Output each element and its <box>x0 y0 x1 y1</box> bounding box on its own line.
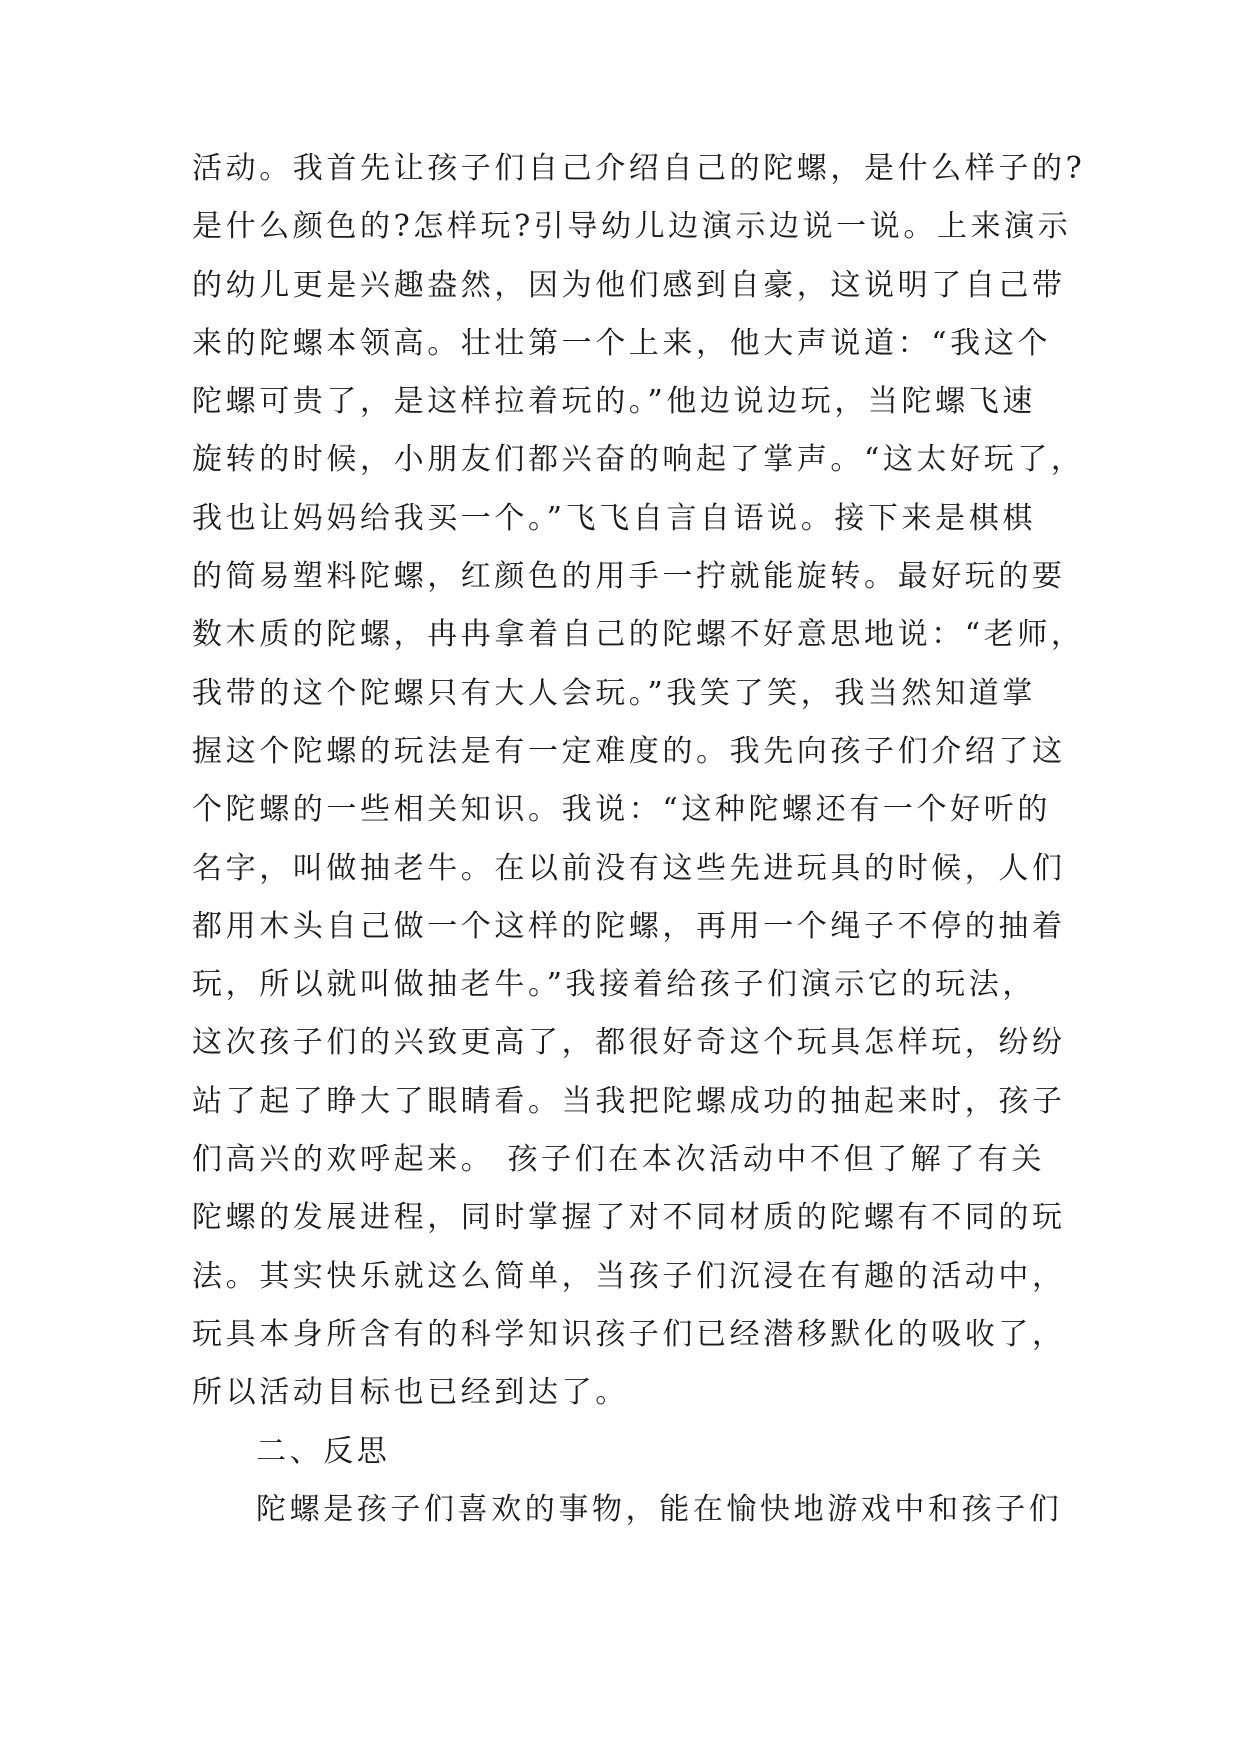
text-line: 是什么颜色的?怎样玩?引导幼儿边演示边说一说。上来演示 <box>192 209 1072 245</box>
text-line: 玩具本身所含有的科学知识孩子们已经潜移默化的吸收了， <box>192 1316 1066 1352</box>
document-body <box>192 140 1086 1539</box>
text-line: 陀螺可贵了，是这样拉着玩的。”他边说边玩，当陀螺飞速 <box>192 384 1036 420</box>
text-line: 活动。我首先让孩子们自己介绍自己的陀螺，是什么样子的? <box>192 151 1086 186</box>
text-line: 握这个陀螺的玩法是有一定难度的。我先向孩子们介绍了这 <box>192 733 1066 769</box>
text-line: 法。其实快乐就这么简单，当孩子们沉浸在有趣的活动中， <box>192 1258 1066 1294</box>
text-line: 的简易塑料陀螺，红颜色的用手一拧就能旋转。最好玩的要 <box>192 559 1066 595</box>
text-line: 个陀螺的一些相关知识。我说：“这种陀螺还有一个好听的 <box>192 792 1051 828</box>
text-line: 陀螺是孩子们喜欢的事物，能在愉快地游戏中和孩子们 <box>256 1491 1063 1527</box>
text-line: 陀螺的发展进程，同时掌握了对不同材质的陀螺有不同的玩 <box>192 1200 1066 1236</box>
text-line: 们高兴的欢呼起来。 孩子们在本次活动中不但了解了有关 <box>192 1142 1046 1178</box>
text-line: 站了起了睁大了眼睛看。当我把陀螺成功的抽起来时，孩子 <box>192 1083 1066 1119</box>
text-line: 所以活动目标也已经到达了。 <box>192 1375 629 1411</box>
text-line: 我也让妈妈给我买一个。”飞飞自言自语说。接下来是棋棋 <box>192 500 1036 536</box>
text-line: 旋转的时候，小朋友们都兴奋的响起了掌声。“这太好玩了， <box>192 442 1085 478</box>
section-heading: 二、反思 <box>256 1433 391 1469</box>
text-line: 数木质的陀螺，冉冉拿着自己的陀螺不好意思地说：“老师， <box>192 617 1085 653</box>
text-line: 我带的这个陀螺只有大人会玩。”我笑了笑，我当然知道掌 <box>192 675 1036 711</box>
text-line: 的幼儿更是兴趣盎然，因为他们感到自豪，这说明了自己带 <box>192 267 1066 303</box>
text-line: 这次孩子们的兴致更高了，都很好奇这个玩具怎样玩，纷纷 <box>192 1025 1066 1061</box>
text-line: 来的陀螺本领高。壮壮第一个上来，他大声说道：“我这个 <box>192 325 1051 361</box>
text-line: 名字，叫做抽老牛。在以前没有这些先进玩具的时候，人们 <box>192 850 1066 886</box>
text-line: 玩，所以就叫做抽老牛。”我接着给孩子们演示它的玩法， <box>192 967 1036 1003</box>
text-line: 都用木头自己做一个这样的陀螺，再用一个绳子不停的抽着 <box>192 908 1066 944</box>
